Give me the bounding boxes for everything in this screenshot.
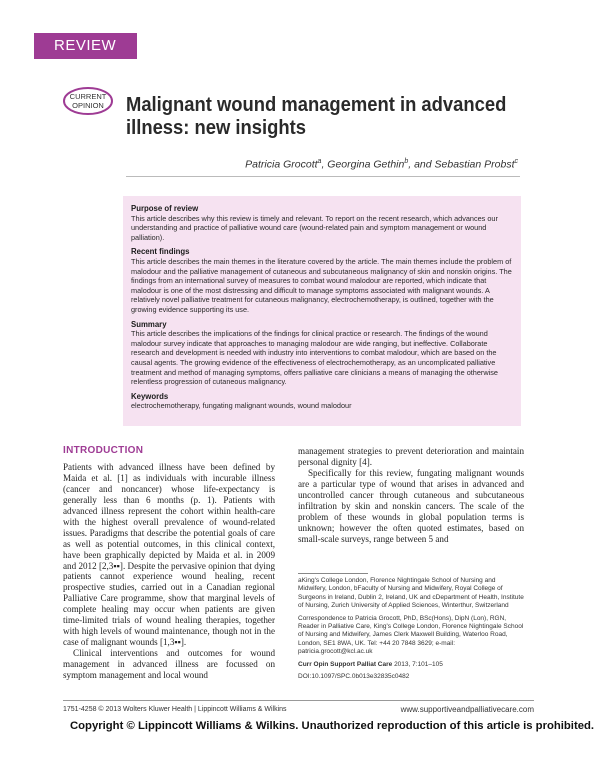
current-opinion-logo [62,86,118,116]
body-paragraph-4: Specifically for this review, fungating malignant wounds are a particular type of wound that arises in advanced and uncontrolled cancer through cutaneous and subcutaneous infiltration by skin and nonskin cancers. The scale of the problem of these wounds in global population terms is unknown; however the often quoted estimates, based on small-scale surveys, range between 5 and [298,467,524,544]
body-paragraph-2: Clinical interventions and outcomes for wound management in advanced illness are focussed on symptom management and local wound [63,648,275,681]
summary-text: This article describes the implications of the findings for clinical practice or research. The findings of the wound malodour survey indicate that approaches to managing malodour are wide ranging, but ineffective. Collaborate research and development is needed with industry into interventions to combat malodour, which are based on the causal agents. The growing evidence of the effectiveness of electrochemotherapy, as an uncomplicated palliative treatment and method of managing symptoms, offers palliative care clinicians a means of managing the otherwise relentless progression of cutaneous malignancy. [131,329,498,387]
body-column-left [63,446,275,681]
journal-name: Curr Opin Support Palliat Care [298,660,393,668]
review-section-tag: REVIEW [34,33,137,59]
keywords-text: electrochemotherapy, fungating malignant wounds, wound malodour [131,401,352,411]
intro-heading: INTRODUCTION [63,445,144,456]
footnotes [298,577,526,685]
purpose-text: This article describes why this review is timely and relevant. To report on the recent research, which advances our understanding and practice of palliative wound care (wound-related pain and symptom management or wound palliation). [131,213,498,242]
footer-divider [63,700,534,701]
author-list: Patricia Grocott$^a$, Georgina Gethin$^b$, and Sebastian Probst$^c$ [245,158,518,171]
doi: DOI:10.1097/SPC.0b013e32835c0482 [298,673,410,681]
author-3-affil: c [514,158,518,165]
footer-website-link[interactable]: www.supportiveandpalliativecare.com [400,705,534,714]
copyright-notice: Copyright © Lippincott Williams & Wilkins. Unauthorized reproduction of this article is prohibited. [70,720,595,732]
body-column-right [298,446,524,545]
findings-heading: Recent findings [131,247,190,257]
author-2: Georgina Gethin [327,158,405,171]
findings-text: This article describes the main themes in the literature covered by the article. The main themes include the problem of malodour and the palliative management of cutaneous and subcutaneous malignancy of skin and nonskin origins. The findings from an international survey of measures to combat wound malodour are reported, which indicate that malodour is one of the most distressing and difficult to manage symptoms associated with malignant wounds. A relatively novel palliative treatment for cutaneous malignancy, electrochemotherapy, is outlined, together with the growing evidence supporting its use. [131,256,512,314]
author-3: Sebastian Probst [434,158,515,171]
summary-heading: Summary [131,319,167,329]
footer-issn: 1751-4258 © 2013 Wolters Kluwer Health | Lippincott Williams & Wilkins [63,706,287,713]
logo-line2: OPINION [72,101,104,110]
purpose-heading: Purpose of review [131,204,199,213]
author-1-affil: a [317,158,322,165]
author-divider [126,176,520,177]
body-paragraph-3: management strategies to prevent deterioration and maintain personal dignity [4]. [298,446,524,467]
correspondence: Correspondence to Patricia Grocott, PhD, BSc(Hons), DipN (Lon), RGN, Reader in Palliative Care, King's College London, Florence Nightingale School of Nursing and Midwifery, James Clerk Maxwell Building, Waterloo Road, London, SE1 8WA, UK. Tel: +44 20 7848 3629; e-mail: patricia.grocott@kcl.ac.uk [298,614,524,656]
author-2-affil: b [404,158,409,165]
footnote-divider [298,573,368,574]
journal-issue: 2013, 7:101–105 [392,660,443,668]
logo-line1: CURRENT [69,92,107,101]
keywords-heading: Keywords [131,391,169,401]
body-paragraph-1: Patients with advanced illness have been defined by Maida et al. [1] as individuals with incurable illness (cancer and noncancer) whose life-expectancy is generally less than 6 months (p. 1). Patients with advanced illness represent the cohort within health-care with the highest overall prevalence of wound-related issues. Paradigms that describe the potential goals of care as well as potential outcomes, in this clinical context, have been graphically depicted by Maida et al. in 2009 and 2012 [2,3▪▪]. Despite the pervasive opinion that dying patients cannot experience wound healing, recent prospective studies, carried out in a Canadian regional Palliative Care programme, show that marginal levels of complete healing may occur when patients are given time-limited trials of wound healing therapies, together with high levels of wound maintenance, though not in the case of malignant wounds [1,3▪▪]. [63,461,275,648]
abstract-box [123,196,521,426]
affiliations: aKing's College London, Florence Nightingale School of Nursing and Midwifery, London, bFaculty of Nursing and Midwifery, Royal College of Surgeons in Ireland, Dublin 2, Ireland, UK and cDepartment of Health, Institute of Nursing, Zurich University of Applied Sciences, Winterthur, Switzerland [298,577,524,610]
journal-citation [298,661,526,669]
author-1: Patricia Grocott [245,158,318,171]
article-title: Malignant wound management in advanced illness: new insights [126,94,507,139]
